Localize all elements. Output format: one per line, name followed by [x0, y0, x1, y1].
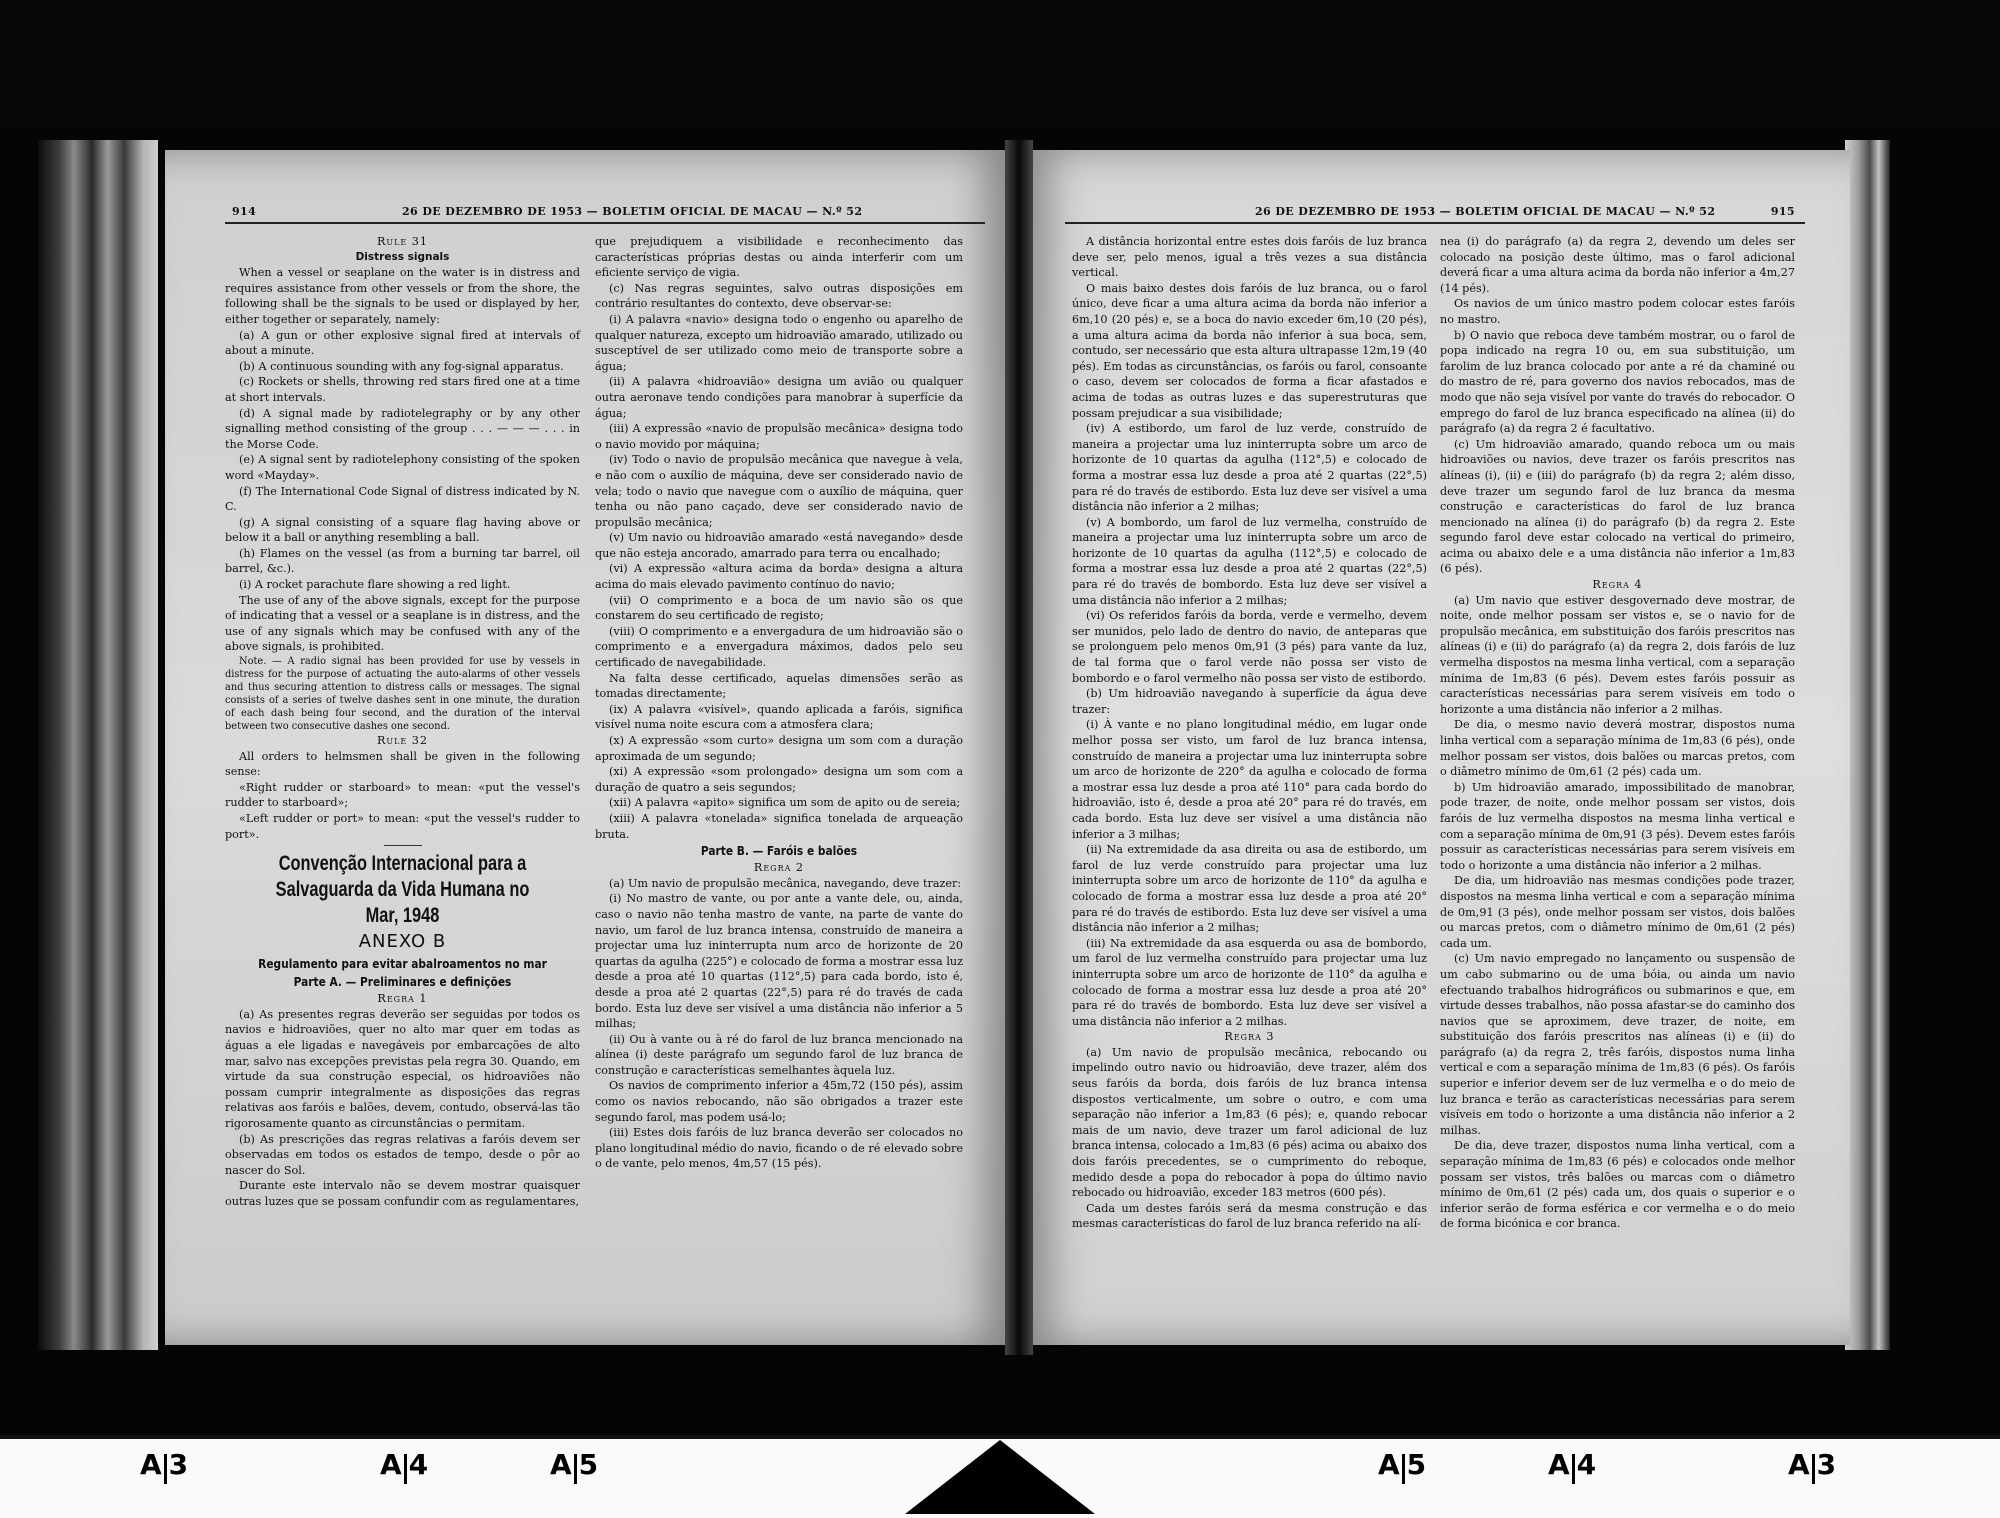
paragraph: (b) Um hidroavião navegando à superfície da água deve trazer: — [1072, 687, 1427, 716]
annex-heading: ANEXO B — [358, 931, 447, 953]
left-page-column-2 — [595, 234, 963, 1172]
paragraph: Os navios de um único mastro podem colocar estes faróis no mastro. — [1440, 297, 1795, 326]
page-header-title: 26 DE DEZEMBRO DE 1953 — BOLETIM OFICIAL DE MACAU — N.º 52 — [1255, 205, 1716, 218]
separator — [384, 845, 422, 846]
book-gutter — [1005, 140, 1033, 1355]
paragraph: (c) Um navio empregado no lançamento ou suspensão de um cabo submarino ou de uma bóia, ou ainda um navio efectuando trabalhos hidrográficos ou submarinos e que, em virtude desses trabalhos, não possa afastar-se do caminho dos navios que se aproximem, deve trazer, de noite, em substituição dos faróis prescritos nas alíneas (i) e (ii) do parágrafo (a) da regra 2, três faróis, dispostos numa linha vertical e com a separação mínima de 1m,83 (6 pés). Os faróis superior e inferior devem ser de luz vermelha e o do meio de luz branca e terão as características necessárias para serem visíveis em todo o horizonte a uma distância não inferior a 2 milhas. — [1440, 952, 1795, 1137]
paragraph: (b) A continuous sounding with any fog-signal apparatus. — [239, 359, 564, 373]
paragraph: Durante este intervalo não se devem mostrar quaisquer outras luzes que se possam confundir com as regulamentares, — [225, 1179, 580, 1208]
paragraph: (iii) A expressão «navio de propulsão mecânica» designa todo o navio movido por máquina; — [595, 422, 963, 451]
frame-marker: A 5 — [550, 1448, 598, 1484]
paragraph: (ii) A palavra «hidroavião» designa um avião ou qualquer outra aeronave tendo condições para manobrar à superfície da água; — [595, 375, 963, 420]
right-page-column-1 — [1072, 234, 1427, 1232]
frame-marker: A 3 — [1788, 1448, 1836, 1484]
paragraph: The use of any of the above signals, except for the purpose of indicating that a vessel or a seaplane is in distress, and the use of any signals which may be confused with any of the above signals, is prohibited. — [225, 593, 580, 654]
paragraph: (g) A signal consisting of a square flag having above or below it a ball or anything resembling a ball. — [225, 515, 580, 545]
paragraph: (viii) O comprimento e a envergadura de um hidroavião são o comprimento e a envergadura máximos, dados pelo seu certificado de navegabilidade. — [595, 624, 963, 670]
paragraph: De dia, um hidroavião nas mesmas condições pode trazer, dispostos na mesma linha vertical e com a separação mínima de 0m,91 (3 pés), onde melhor possam ser vistos, dois balões ou marcas pretos, com o diâmetro mínimo de 0m,61 (2 pés) cada um. — [1440, 874, 1795, 950]
scan-background — [0, 0, 2000, 130]
book-page-edges-right — [1845, 140, 1890, 1350]
paragraph: (xiii) A palavra «tonelada» significa tonelada de arqueação bruta. — [595, 811, 963, 841]
right-page — [1020, 150, 1850, 1345]
note-paragraph: Note. — A radio signal has been provided for use by vessels in distress for the purpose of actuating the auto-alarms of other vessels and thus securing attention to distress calls or messages. The signal consists of a series of twelve dashes sent in one minute, the duration of each dash being four second, and the duration of the interval between two consecutive dashes one second. — [225, 656, 580, 733]
paragraph: (i) A rocket parachute flare showing a red light. — [239, 578, 511, 592]
paragraph: (a) Um navio que estiver desgovernado deve mostrar, de noite, onde melhor possam ser vistos e, se o navio for de propulsão mecânica, em substituição dos faróis prescritos nas alíneas (i) e (ii) do parágrafo (a) da regra 2, dois faróis de luz vermelha dispostos na mesma linha vertical, com a separação mínima de 1m,83 (6 pés). Devem estes faróis possuir as características necessárias para serem visíveis em todo o horizonte a uma distância não inferior a 2 milhas. — [1440, 593, 1795, 716]
rule-heading: Regra 3 — [1224, 1030, 1275, 1044]
paragraph: De dia, deve trazer, dispostos numa linha vertical, com a separação mínima de 1m,83 (6 pés) e colocados onde melhor possam ser vistos, três balões ou marcas com o diâmetro mínimo de 0m,61 (2 pés) cada um, dos quais o superior e o inferior serão de forma esférica e cor vermelha e o do meio de forma bicónica e cor branca. — [1440, 1139, 1795, 1231]
paragraph: b) O navio que reboca deve também mostrar, ou o farol de popa indicado na regra 10 ou, em sua substituição, um farolim de luz branca colocado por ante a ré da chaminé ou do mastro de ré, para governo dos navios rebocados, mas de modo que não seja visível por vante do través do rebocador. O emprego do farol de luz branca especificado na alínea (ii) do parágrafo (a) da regra 2 é facultativo. — [1440, 328, 1795, 436]
left-page — [165, 150, 1015, 1345]
paragraph: (vii) O comprimento e a boca de um navio são os que constarem do seu certificado de registo; — [595, 593, 963, 623]
header-rule — [225, 222, 985, 224]
page-header-title: 26 DE DEZEMBRO DE 1953 — BOLETIM OFICIAL DE MACAU — N.º 52 — [402, 205, 863, 218]
paragraph: (iv) Todo o navio de propulsão mecânica que navegue à vela, e não com o auxílio de máquina, deve ser considerado navio de vela; todo o navio que navegue com o auxílio de máquina, quer tenha ou não pano caçado, deve ser considerado navio de propulsão mecânica; — [595, 453, 963, 529]
paragraph: (f) The International Code Signal of distress indicated by N. C. — [225, 484, 580, 514]
paragraph: (e) A signal sent by radiotelephony consisting of the spoken word «Mayday». — [225, 453, 580, 482]
paragraph: (c) Rockets or shells, throwing red stars fired one at a time at short intervals. — [225, 375, 580, 404]
film-alignment-triangle — [905, 1440, 1095, 1514]
paragraph: (v) A bombordo, um farol de luz vermelha, construído de maneira a projectar uma luz ininterrupta sobre um arco de horizonte de 10 quartas da agulha (112°,5) e colocado de forma a mostrar essa luz desde a proa até 2 quartas (22°,5) para ré do través de bombordo. Esta luz deve ser visível a uma distância não inferior a 2 milhas; — [1072, 515, 1427, 607]
paragraph: (c) Um hidroavião amarado, quando reboca um ou mais hidroaviões ou navios, deve trazer os faróis prescritos nas alíneas (i), (ii) e (iii) do parágrafo (b) da regra 2; além disso, deve trazer um segundo farol de luz branca da mesma construção e características do farol de luz branca mencionado na alínea (i) do parágrafo (b) da regra 2. Este segundo farol deve estar colocado na vertical do primeiro, acima ou abaixo dele e a uma distância não inferior a 1m,83 (6 pés). — [1440, 437, 1795, 576]
paragraph: (ix) A palavra «visível», quando aplicada a faróis, significa visível numa noite escura com a atmosfera clara; — [595, 702, 963, 732]
paragraph: (x) A expressão «som curto» designa um som com a duração aproximada de um segundo; — [595, 734, 963, 763]
section-heading: Parte A. — Preliminares e definições — [293, 974, 512, 990]
rule-heading: Regra 1 — [377, 992, 428, 1006]
header-rule — [1065, 222, 1805, 224]
paragraph: (vi) A expressão «altura acima da borda» designa a altura acima do mais elevado pavimento contínuo do navio; — [595, 562, 963, 592]
rule-heading: Rule 31 — [376, 235, 429, 248]
paragraph: O mais baixo destes dois faróis de luz branca, ou o farol único, deve ficar a uma altura acima da borda não inferior a 6m,10 (20 pés) e, se a boca do navio exceder 6m,10 (20 pés), a uma altura acima da borda não inferior à sua boca, sem, contudo, ser necessário que esta altura ultrapasse 12m,19 (40 pés). Em todas as circunstâncias, os faróis ou farol, consoante o caso, devem ser colocados de forma a ficar afastados e acima de todas as outras luzes e das superestruturas que possam prejudicar a sua visibilidade; — [1072, 281, 1427, 420]
paragraph: Os navios de comprimento inferior a 45m,72 (150 pés), assim como os navios rebocando, não são obrigados a trazer este segundo farol, mas podem usá-lo; — [595, 1079, 963, 1124]
frame-marker: A 5 — [1378, 1448, 1426, 1484]
page-number: 914 — [232, 205, 257, 218]
rule-heading: Regra 2 — [753, 861, 805, 875]
frame-marker: A 4 — [380, 1448, 428, 1484]
paragraph: (xi) A expressão «som prolongado» designa um som com a duração de quatro a seis segundos; — [595, 765, 963, 794]
paragraph: que prejudiquem a visibilidade e reconhecimento das características próprias destas ou ainda interferir com um eficiente serviço de vigia. — [595, 235, 963, 280]
right-page-column-2 — [1440, 234, 1795, 1232]
paragraph: (iii) Estes dois faróis de luz branca deverão ser colocados no plano longitudinal médio do navio, ficando o de ré elevado sobre o de vante, pelo menos, 4m,57 (15 pés). — [595, 1126, 963, 1171]
rule-heading: Regra 4 — [1592, 578, 1643, 592]
book-page-edges-left — [38, 140, 158, 1350]
paragraph: (iv) A estibordo, um farol de luz verde, construído de maneira a projectar uma luz ininterrupta sobre um arco de horizonte de 10 quartas da agulha (112°,5) e colocado de forma a mostrar essa luz desde a proa até 2 quartas (22°,5) para ré do través de estibordo. Esta luz deve ser visível a uma distância não inferior a 2 milhas; — [1072, 422, 1427, 514]
paragraph: (d) A signal made by radiotelegraphy or by any other signalling method consisting of the group . . . — — — . . . in the Morse Code. — [225, 406, 580, 451]
paragraph: Na falta desse certificado, aquelas dimensões serão as tomadas directamente; — [595, 671, 963, 701]
section-subheading: Distress signals — [355, 250, 450, 263]
convention-title: Convenção Internacional para a Salvaguarda da Vida Humana no Mar, 1948 — [275, 852, 530, 928]
paragraph: De dia, o mesmo navio deverá mostrar, dispostos numa linha vertical com a separação mínima de 1m,83 (6 pés), onde melhor possam ser vistos, dois balões ou marcas pretos, com o diâmetro mínimo de 0m,61 (2 pés) cada um. — [1440, 718, 1795, 779]
paragraph: All orders to helmsmen shall be given in the following sense: — [225, 749, 580, 779]
paragraph: «Right rudder or starboard» to mean: «put the vessel's rudder to starboard»; — [225, 780, 580, 810]
paragraph: (a) Um navio de propulsão mecânica, rebocando ou impelindo outro navio ou hidroavião, deve trazer, além dos seus faróis da borda, dois faróis de luz branca intensa dispostos verticalmente, um sobre o outro, e com uma separação não inferior a 1m,83 (6 pés); e, quando rebocar mais de um navio, deve trazer um farol adicional de luz branca intensa, colocado a 1m,83 (6 pés) acima ou abaixo dos dois faróis precedentes, se o cumprimento do reboque, medido desde a popa do rebocador à popa do último navio rebocado ou hidroavião, exceder 183 metros (600 pés). — [1072, 1045, 1427, 1200]
paragraph: nea (i) do parágrafo (a) da regra 2, devendo um deles ser colocado na posição deste último, mas o farol adicional deverá ficar a uma altura acima da borda não inferior a 4m,27 (14 pés). — [1440, 235, 1795, 295]
rule-heading: Rule 32 — [376, 734, 429, 748]
paragraph: b) Um hidroavião amarado, impossibilitado de manobrar, pode trazer, de noite, onde melhor possam ser vistos, dois faróis de luz vermelha dispostos na mesma linha vertical e com a separação mínima de 0m,91 (3 pés). Devem estes faróis possuir as características necessárias para serem visíveis em todo o horizonte a uma distância não inferior a 2 milhas. — [1440, 780, 1795, 872]
paragraph: (iii) Na extremidade da asa esquerda ou asa de bombordo, um farol de luz vermelha construído para projectar uma luz ininterrupta sobre um arco de horizonte de 110° da agulha e colocado de forma a mostrar essa luz desde a proa até 20° para ré do través de bombordo. Esta luz deve ser visível a uma distância não inferior a 2 milhas. — [1072, 936, 1427, 1028]
frame-marker: A 4 — [1548, 1448, 1596, 1484]
section-heading: Regulamento para evitar abalroamentos no mar — [258, 956, 547, 972]
paragraph: Cada um destes faróis será da mesma construção e das mesmas características do farol de luz branca referido na alí- — [1072, 1201, 1427, 1231]
paragraph: (h) Flames on the vessel (as from a burning tar barrel, oil barrel, &c.). — [225, 546, 580, 576]
paragraph: (xii) A palavra «apito» significa um som de apito ou de sereia; — [609, 796, 961, 810]
paragraph: (ii) Ou à vante ou à ré do farol de luz branca mencionado na alínea (i) deste parágrafo um segundo farol de luz branca de construção e características semelhantes àquela luz. — [595, 1032, 963, 1077]
paragraph: (a) As presentes regras deverão ser seguidas por todos os navios e hidroaviões, quer no alto mar quer em todas as águas a ele ligadas e navegáveis por embarcações de alto mar, salvo nas excepções previstas pela regra 30. Quando, em virtude da sua construção especial, os hidroaviões não possam cumprir integralmente as disposições das regras relativas aos faróis e balões, devem, contudo, observá-las tão rigorosamente quanto as circunstâncias o permitam. — [225, 1007, 580, 1130]
paragraph: (i) A palavra «navio» designa todo o engenho ou aparelho de qualquer natureza, excepto um hidroavião amarado, utilizado ou susceptível de ser utilizado como meio de transporte sobre a água; — [595, 312, 963, 373]
paragraph: (b) As prescrições das regras relativas a faróis devem ser observadas em todos os estados de tempo, desde o pôr ao nascer do Sol. — [225, 1132, 580, 1177]
frame-marker: A 3 — [140, 1448, 188, 1484]
paragraph: When a vessel or seaplane on the water is in distress and requires assistance from other vessels or from the shore, the following shall be the signals to be used or displayed by her, either together or separately, namely: — [225, 266, 580, 326]
paragraph: (a) A gun or other explosive signal fired at intervals of about a minute. — [225, 328, 580, 358]
paragraph: A distância horizontal entre estes dois faróis de luz branca deve ser, pelo menos, igual a três vezes a sua distância vertical. — [1072, 235, 1427, 280]
paragraph: (a) Um navio de propulsão mecânica, navegando, deve trazer: — [609, 876, 962, 890]
paragraph: (i) No mastro de vante, ou por ante a vante dele, ou, ainda, caso o navio não tenha mastro de vante, na parte de vante do navio, um farol de luz branca intensa, construído de maneira a projectar uma luz ininterrupta num arco de horizonte de 20 quartas da agulha (225°) e colocado de forma a mostrar essa luz desde a proa até 10 quartas (112°,5) para cada bordo, isto é, desde a proa até 2 quartas (22°,5) para ré do través de cada bordo. Esta luz deve ser visível a uma distância não inferior a 5 milhas; — [595, 892, 963, 1031]
left-page-column-1 — [225, 234, 580, 1210]
paragraph: (vi) Os referidos faróis da borda, verde e vermelho, devem ser munidos, pelo lado de dentro do navio, de anteparas que se prolonguem pelo menos 0m,91 (3 pés) para vante da luz, de tal forma que o farol verde não possa ser visto de bombordo e o farol vermelho não possa ser visto de estibordo. — [1072, 609, 1427, 685]
page-number: 915 — [1770, 205, 1795, 218]
paragraph: (i) À vante e no plano longitudinal médio, em lugar onde melhor possa ser visto, um farol de luz branca intensa, construído de maneira a projectar uma luz ininterrupta sobre um arco de horizonte de 220° da agulha e colocado de forma a mostrar essa luz desde a proa até 110° para cada bordo do hidroavião, isto é, desde a proa até 20° para ré do través, em cada bordo. Esta luz deve ser visível a uma distância não inferior a 3 milhas; — [1072, 718, 1427, 841]
paragraph: «Left rudder or port» to mean: «put the vessel's rudder to port». — [225, 812, 580, 841]
paragraph: (c) Nas regras seguintes, salvo outras disposições em contrário resultantes do contexto, deve observar-se: — [595, 281, 963, 311]
paragraph: (v) Um navio ou hidroavião amarado «está navegando» desde que não esteja ancorado, amarrado para terra ou encalhado; — [595, 531, 963, 560]
paragraph: (ii) Na extremidade da asa direita ou asa de estibordo, um farol de luz verde construído para projectar uma luz ininterrupta sobre um arco de horizonte de 110° da agulha e colocado de forma a mostrar essa luz desde a proa até 20° para ré do través de estibordo. Esta luz deve ser visível a uma distância não inferior a 2 milhas; — [1072, 843, 1427, 935]
section-heading: Parte B. — Faróis e balões — [700, 843, 858, 859]
